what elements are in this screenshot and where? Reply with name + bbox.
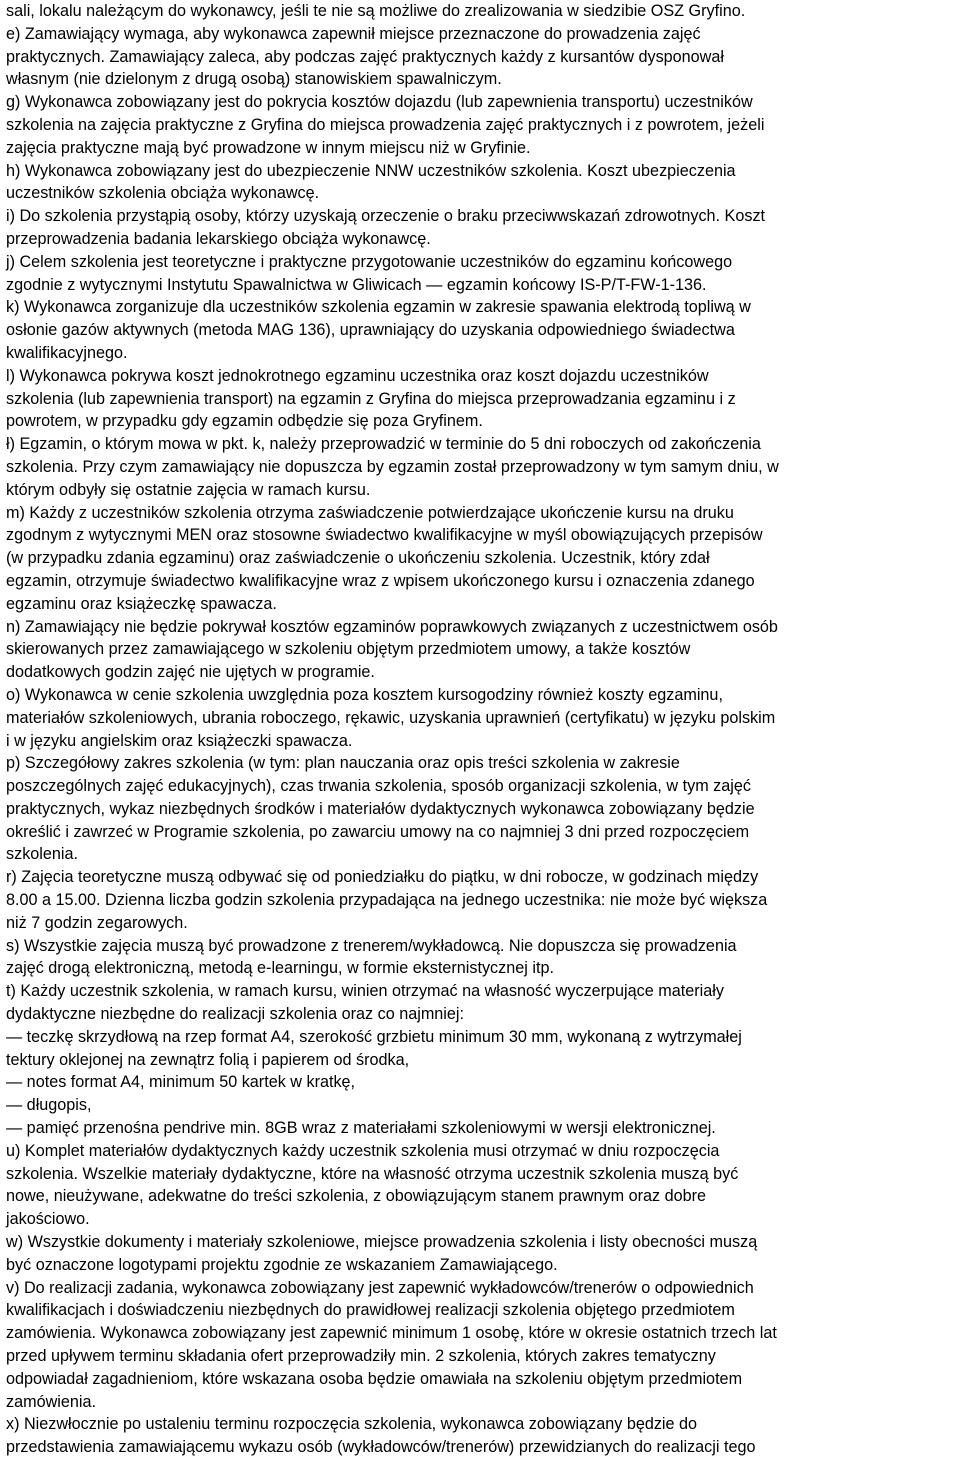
text-line: jakościowo. (6, 1210, 90, 1229)
text-line: m) Każdy z uczestników szkolenia otrzyma zaświadczenie potwierdzające ukończenie kursu na druku (6, 503, 734, 522)
text-line: h) Wykonawca zobowiązany jest do ubezpieczenie NNW uczestników szkolenia. Koszt ubezpieczenia (6, 161, 736, 180)
text-line: powrotem, w przypadku gdy egzamin odbędzie się poza Gryfinem. (6, 412, 483, 431)
text-line: — notes format A4, minimum 50 kartek w kratkę, (6, 1073, 356, 1092)
text-line: zajęć drogą elektroniczną, metodą e-learningu, w formie eksternistycznej itp. (6, 959, 554, 978)
text-line: v) Do realizacji zadania, wykonawca zobowiązany jest zapewnić wykładowców/trenerów o odpowiednich (6, 1278, 754, 1297)
text-line: k) Wykonawca zorganizuje dla uczestników szkolenia egzamin w zakresie spawania elektrodą topliwą w (6, 298, 751, 317)
text-line: l) Wykonawca pokrywa koszt jednokrotnego egzaminu uczestnika oraz koszt dojazdu uczestników (6, 366, 709, 385)
text-line: nowe, nieużywane, adekwatne do treści szkolenia, z obowiązującym stanem prawnym oraz dobre (6, 1187, 707, 1206)
text-line: skierowanych przez zamawiającego w szkoleniu objętym przedmiotem umowy, a także kosztów (6, 640, 691, 659)
text-line: przedstawienia zamawiającemu wykazu osób (wykładowców/trenerów) przewidzianych do realizacji tego (6, 1438, 756, 1457)
text-line: szkolenia. (6, 845, 78, 864)
text-line: w) Wszystkie dokumenty i materiały szkoleniowe, miejsce prowadzenia szkolenia i listy obecności muszą (6, 1233, 758, 1252)
text-line: i) Do szkolenia przystąpią osoby, którzy uzyskają orzeczenie o braku przeciwwskazań zdrowotnych. Koszt (6, 207, 766, 226)
text-line: zgodnym z wytycznymi MEN oraz stosowne świadectwo kwalifikacyjne w myśl obowiązujących przepisów (6, 526, 763, 545)
text-line: kwalifikacjach i doświadczeniu niezbędnych do prawidłowej realizacji szkolenia objętego przedmiotem (6, 1301, 735, 1320)
text-line: którym odbyły się ostatnie zajęcia w ramach kursu. (6, 480, 371, 499)
text-line: s) Wszystkie zajęcia muszą być prowadzone z trenerem/wykładowcą. Nie dopuszcza się prowadzenia (6, 936, 737, 955)
text-line: być oznaczone logotypami projektu zgodnie ze wskazaniem Zamawiającego. (6, 1255, 558, 1274)
text-line: przeprowadzenia badania lekarskiego obciąża wykonawcę. (6, 229, 431, 248)
text-line: praktycznych, wykaz niezbędnych środków i materiałów dydaktycznych wykonawca zobowiązany będzie (6, 799, 755, 818)
text-line: p) Szczegółowy zakres szkolenia (w tym: plan nauczania oraz opis treści szkolenia w zakresie (6, 754, 680, 773)
text-line: — długopis, (6, 1096, 92, 1115)
text-line: określić i zawrzeć w Programie szkolenia, po zawarciu umowy na co najmniej 3 dni przed rozpoczęciem (6, 822, 750, 841)
text-line: r) Zajęcia teoretyczne muszą odbywać się od poniedziałku do piątku, w dni robocze, w godzinach między (6, 868, 759, 887)
text-line: ł) Egzamin, o którym mowa w pkt. k, należy przeprowadzić w terminie do 5 dni roboczych od zakończenia (6, 435, 761, 454)
text-line: zgodnie z wytycznymi Instytutu Spawalnictwa w Gliwicach — egzamin końcowy IS-P/T-FW-1-136. (6, 275, 707, 294)
text-line: dodatkowych godzin zajęć nie ujętych w programie. (6, 663, 375, 682)
text-line: (w przypadku zdania egzaminu) oraz zaświadczenie o ukończeniu szkolenia. Uczestnik, który zdał (6, 549, 710, 568)
text-line: o) Wykonawca w cenie szkolenia uwzględnia poza kosztem kursogodziny również koszty egzaminu, (6, 685, 723, 704)
text-line: egzamin, otrzymuje świadectwo kwalifikacyjne wraz z wpisem ukończonego kursu i oznaczenia zdanego (6, 571, 755, 590)
text-line: x) Niezwłocznie po ustaleniu terminu rozpoczęcia szkolenia, wykonawca zobowiązany będzie do (6, 1415, 698, 1434)
text-line: zamówienia. (6, 1392, 96, 1411)
text-line: 8.00 a 15.00. Dzienna liczba godzin szkolenia przypadająca na jednego uczestnika: nie może być większa (6, 891, 768, 910)
text-line: poszczególnych zajęć edukacyjnych), czas trwania szkolenia, sposób organizacji szkolenia, w tym zajęć (6, 777, 751, 796)
text-line: tektury oklejonej na zewnątrz folią i papierem od środka, (6, 1050, 410, 1069)
text-line: uczestników szkolenia obciąża wykonawcę. (6, 184, 320, 203)
text-line: przed upływem terminu składania ofert przeprowadziły min. 2 szkolenia, których zakres tematyczny (6, 1347, 716, 1366)
text-line: u) Komplet materiałów dydaktycznych każdy uczestnik szkolenia musi otrzymać w dniu rozpoczęcia (6, 1141, 720, 1160)
text-line: praktycznych. Zamawiający zaleca, aby podczas zajęć praktycznych każdy z kursantów dysponował (6, 47, 724, 66)
text-line: kwalifikacyjnego. (6, 343, 128, 362)
text-line: sali, lokalu należącym do wykonawcy, jeśli te nie są możliwe do zrealizowania w siedzibie OSZ Gryfino. (6, 2, 746, 20)
text-line: szkolenia. Wszelkie materiały dydaktyczne, które na własność otrzyma uczestnik szkolenia muszą być (6, 1164, 739, 1183)
text-line: materiałów szkoleniowych, ubrania roboczego, rękawic, uzyskania uprawnień (certyfikatu) w języku polskim (6, 708, 776, 727)
text-line: e) Zamawiający wymaga, aby wykonawca zapewnił miejsce przeznaczone do prowadzenia zajęć (6, 24, 701, 43)
text-line: dydaktyczne niezbędne do realizacji szkolenia oraz co najmniej: (6, 1005, 465, 1024)
text-line: szkolenia na zajęcia praktyczne z Gryfina do miejsca prowadzenia zajęć praktycznych i z powrotem, jeżeli (6, 115, 765, 134)
text-line: własnym (nie dzielonym z drugą osobą) stanowiskiem spawalniczym. (6, 70, 502, 89)
text-line: — teczkę skrzydłową na rzep format A4, szerokość grzbietu minimum 30 mm, wykonaną z wytrzymałej (6, 1027, 742, 1046)
text-line: j) Celem szkolenia jest teoretyczne i praktyczne przygotowanie uczestników do egzaminu końcowego (6, 252, 733, 271)
text-line: n) Zamawiający nie będzie pokrywał kosztów egzaminów poprawkowych związanych z uczestnictwem osób (6, 617, 778, 636)
text-line: odpowiadał zagadnieniom, które wskazana osoba będzie omawiała na szkoleniu objętym przedmiotem (6, 1369, 743, 1388)
text-line: osłonie gazów aktywnych (metoda MAG 136), uprawniający do uzyskania odpowiedniego świadectwa (6, 321, 735, 340)
text-line: — pamięć przenośna pendrive min. 8GB wraz z materiałami szkoleniowymi w wersji elektronicznej. (6, 1119, 716, 1138)
document-page (6, 0, 956, 1459)
text-line: zajęcia praktyczne mają być prowadzone w innym miejscu niż w Gryfinie. (6, 138, 531, 157)
text-line: g) Wykonawca zobowiązany jest do pokrycia kosztów dojazdu (lub zapewnienia transportu) uczestników (6, 93, 753, 112)
text-line: zamówienia. Wykonawca zobowiązany jest zapewnić minimum 1 osobę, które w okresie ostatnich trzech lat (6, 1324, 777, 1343)
text-line: szkolenia. Przy czym zamawiający nie dopuszcza by egzamin został przeprowadzony w tym samym dniu, w (6, 457, 779, 476)
text-line: szkolenia (lub zapewnienia transport) na egzamin z Gryfina do miejsca przeprowadzania egzaminu i z (6, 389, 736, 408)
text-line: egzaminu oraz książeczkę spawacza. (6, 594, 277, 613)
text-line: niż 7 godzin zegarowych. (6, 913, 188, 932)
text-line: i w języku angielskim oraz książeczki spawacza. (6, 731, 353, 750)
text-line: t) Każdy uczestnik szkolenia, w ramach kursu, winien otrzymać na własność wyczerpujące materiały (6, 982, 724, 1001)
